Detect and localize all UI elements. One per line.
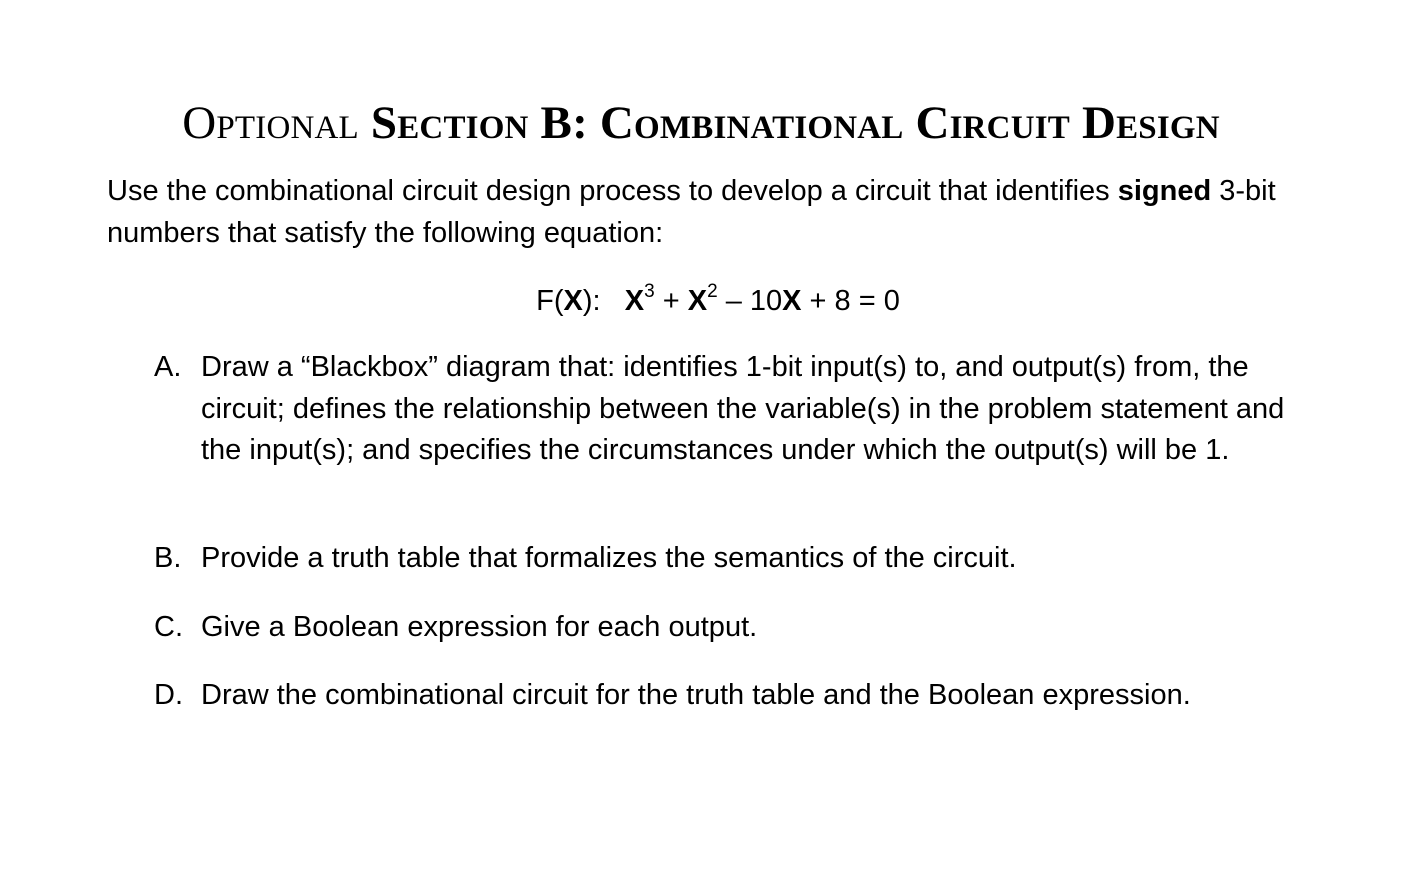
task-item-text: Draw the combinational circuit for the truth table and the Boolean expression. [201,679,1191,711]
task-item-text: Give a Boolean expression for each output. [201,611,758,643]
equation-plus: + [654,285,688,317]
section-title-optional: Optional [182,97,359,149]
task-item-text: Provide a truth table that formalizes the semantics of the circuit. [201,542,1017,574]
task-item-text: Draw a “Blackbox” diagram that: identifies 1-bit input(s) to, and output(s) from, the circuit; defines the relationship between the variable(s) in the problem statement and the input(s); and specifies the circumstances under which the output(s) will be 1. [201,351,1285,466]
intro-paragraph [107,170,1317,254]
intro-text-end: 3-bit numbers that satisfy the following equation: [107,175,1276,249]
equation-term2-exp: 2 [707,281,718,303]
equation-term1-var: X [624,285,645,317]
intro-text-start: Use the combinational circuit design process to develop a circuit that identifies [107,175,1118,207]
equation-lhs-var: X [563,285,583,317]
task-item-a [154,347,1314,472]
equation-term1-exp: 3 [644,281,655,303]
task-item-letter: C. [154,611,183,643]
equation-rest: + 8 = 0 [801,285,900,317]
equation-minus: – 10 [717,285,783,317]
equation-term2-var: X [687,285,708,317]
equation-term3-var: X [782,285,802,317]
task-item-b [154,538,1314,580]
task-item-c [154,607,1314,649]
equation-lhs-suffix: ): [582,285,601,317]
equation [0,280,1412,322]
section-title-main: Section B: Combinational Circuit Design [370,97,1220,149]
equation-lhs-prefix: F( [536,285,564,317]
task-item-letter: A. [154,351,182,383]
task-item-letter: D. [154,679,183,711]
task-item-letter: B. [154,542,182,574]
intro-bold-word: signed [1117,175,1212,207]
section-title [0,96,1402,150]
task-item-d [154,675,1314,717]
